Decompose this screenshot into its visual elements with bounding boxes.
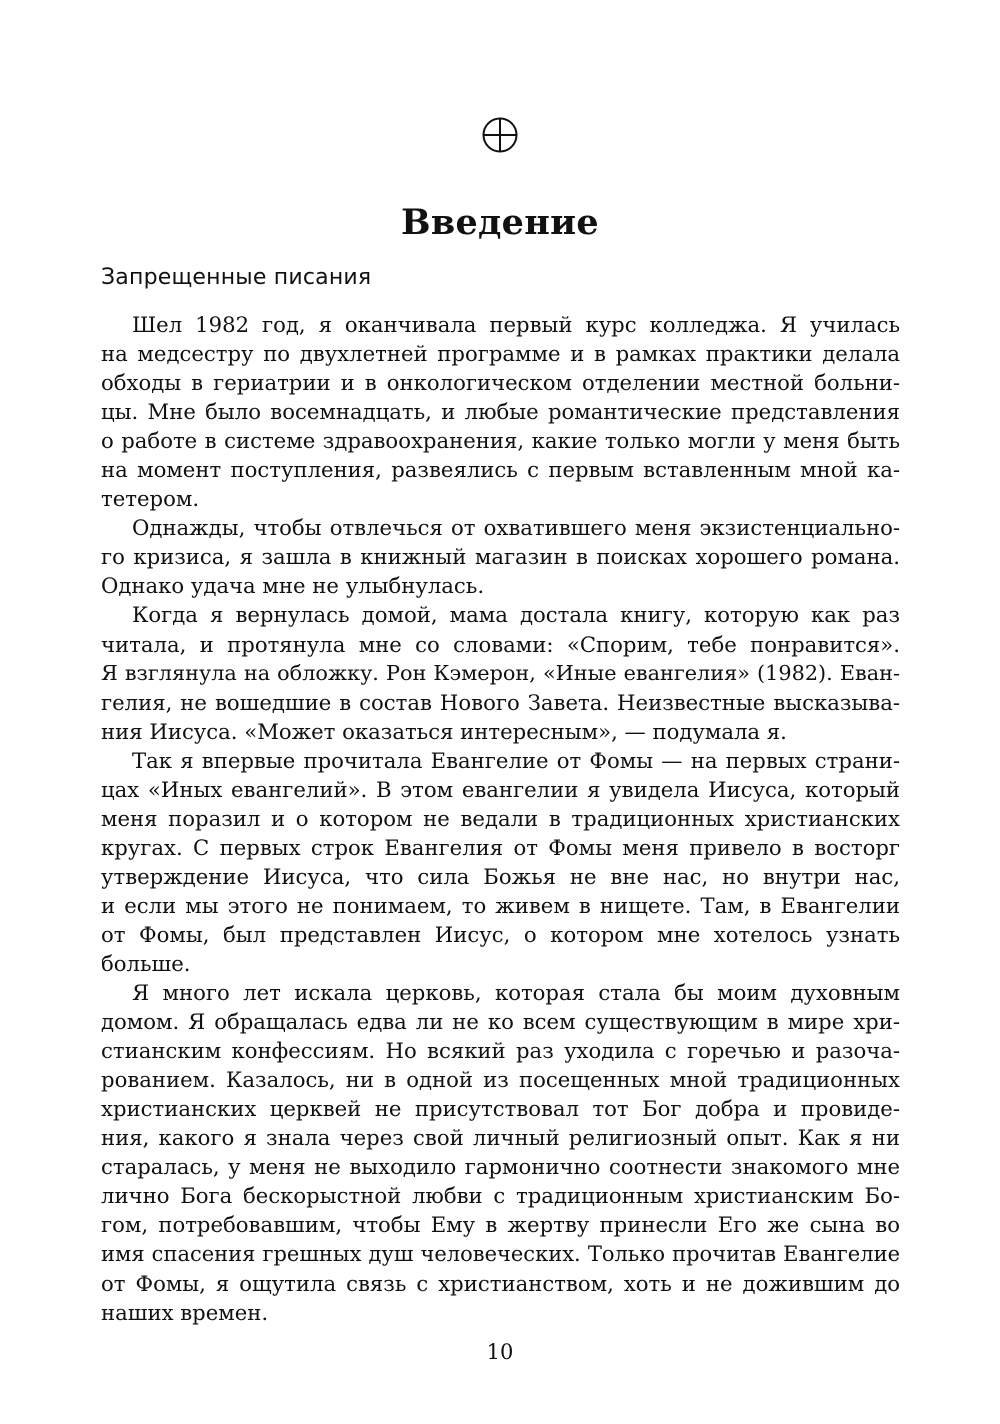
paragraph xyxy=(101,310,900,513)
text-line: гелия, не вошедшие в состав Нового Завета. Неизвестные высказыва- xyxy=(101,689,900,715)
text-line: ния Иисуса. «Может оказаться интересным», — подумала я. xyxy=(101,718,787,744)
text-line: цы. Мне было восемнадцать, и любые романтические представления xyxy=(101,399,900,425)
page-number: 10 xyxy=(486,1340,514,1364)
text-line: Однако удача мне не улыбнулась. xyxy=(101,573,485,599)
text-line: гом, потребовавшим, чтобы Ему в жертву принесли Его же сына во xyxy=(101,1212,900,1238)
paragraph xyxy=(101,978,900,1327)
text-line: Когда я вернулась домой, мама достала книгу, которую как раз xyxy=(132,602,900,628)
text-line: от Фомы, был представлен Иисус, о котором мне хотелось узнать xyxy=(101,921,900,947)
text-line: христианских церквей не присутствовал тот Бог добра и провиде- xyxy=(101,1096,900,1122)
text-line: стианским конфессиям. Но всякий раз уходила с горечью и разоча- xyxy=(101,1038,900,1064)
text-line: тетером. xyxy=(101,486,200,512)
body-text xyxy=(101,310,900,1327)
circled-cross-icon xyxy=(481,116,519,154)
text-line: о работе в системе здравоохранения, какие только могли у меня быть xyxy=(101,428,900,454)
text-line: меня поразил и о котором не ведали в традиционных христианских xyxy=(101,805,900,831)
chapter-title: Введение xyxy=(400,202,599,243)
text-line: Я взглянула на обложку. Рон Кэмерон, «Иные евангелия» (1982). Еван- xyxy=(101,660,900,685)
text-line: го кризиса, я зашла в книжный магазин в поисках хорошего романа. xyxy=(101,544,900,570)
text-line: Шел 1982 год, я оканчивала первый курс колледжа. Я училась xyxy=(132,312,900,337)
text-line: утверждение Иисуса, что сила Божья не вне нас, но внутри нас, xyxy=(101,863,900,889)
paragraph xyxy=(101,600,900,745)
text-line: от Фомы, я ощутила связь с христианством, хоть и не дожившим до xyxy=(101,1270,900,1296)
text-line: Так я впервые прочитала Евангелие от Фомы — на первых страни- xyxy=(132,747,900,773)
text-line: и если мы этого не понимаем, то живем в нищете. Там, в Евангелии xyxy=(101,892,900,918)
text-line: имя спасения грешных душ человеческих. Только прочитав Евангелие xyxy=(101,1241,900,1266)
text-line: цах «Иных евангелий». В этом евангелии я увидела Иисуса, который xyxy=(101,776,900,802)
paragraph xyxy=(101,746,900,978)
text-line: кругах. С первых строк Евангелия от Фомы меня привело в восторг xyxy=(101,834,900,860)
text-line: домом. Я обращалась едва ли не ко всем существующим в мире хри- xyxy=(101,1009,900,1035)
text-line: Я много лет искала церковь, которая стала бы моим духовным xyxy=(132,980,900,1006)
section-subtitle: Запрещенные писания xyxy=(101,265,372,290)
paragraph xyxy=(101,513,900,600)
text-line: лично Бога бескорыстной любви с традиционным христианским Бо- xyxy=(101,1183,900,1209)
text-line: обходы в гериатрии и в онкологическом отделении местной больни- xyxy=(101,370,900,396)
text-line: ния, какого я знала через свой личный религиозный опыт. Как я ни xyxy=(101,1125,900,1151)
text-line: старалась, у меня не выходило гармонично соотнести знакомого мне xyxy=(101,1154,900,1180)
text-line: на момент поступления, развеялись с первым вставленным мной ка- xyxy=(101,457,900,483)
text-line: рованием. Казалось, ни в одной из посещенных мной традиционных xyxy=(101,1067,900,1093)
text-line: на медсестру по двухлетней программе и в рамках практики делала xyxy=(101,341,900,367)
text-line: читала, и протянула мне со словами: «Спорим, тебе понравится». xyxy=(101,631,900,657)
text-line: Однажды, чтобы отвлечься от охватившего меня экзистенциально- xyxy=(132,515,900,541)
text-line: больше. xyxy=(101,951,191,977)
text-line: наших времен. xyxy=(101,1299,269,1325)
